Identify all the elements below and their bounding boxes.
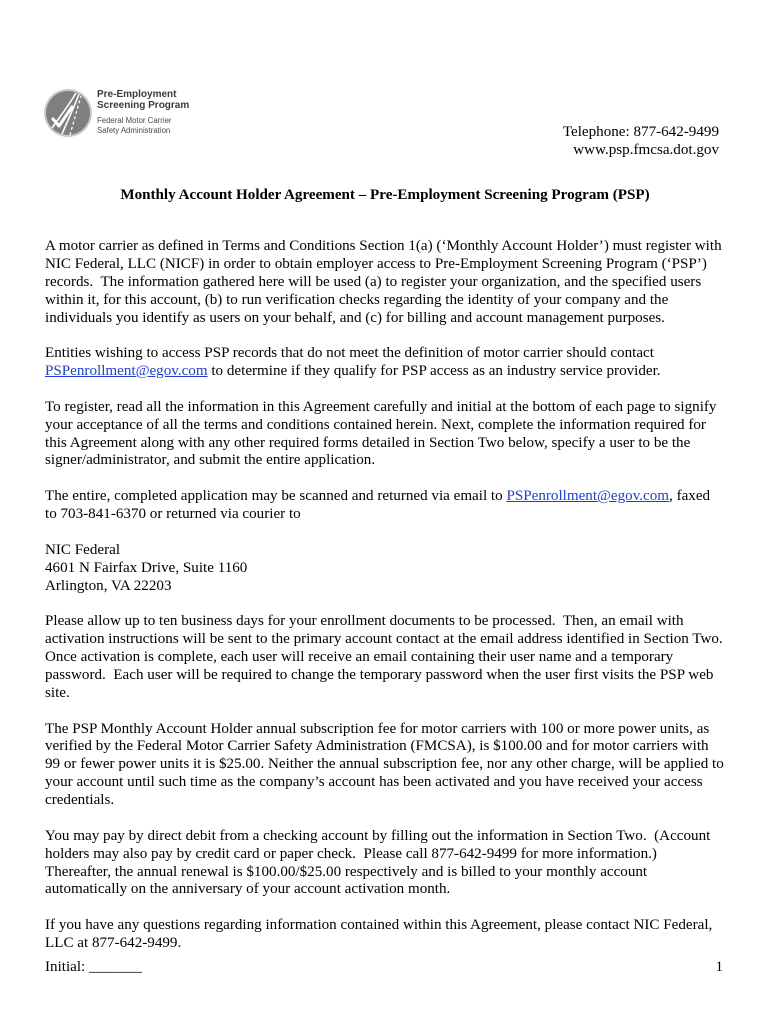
- text-line: credentials.: [45, 792, 115, 809]
- registration-requirement-paragraph: [45, 238, 724, 327]
- text-line: verified by the Federal Motor Carrier Safety Administration (FMCSA), is $100.00 and for motor carriers with: [45, 738, 709, 755]
- agreement-body: [45, 238, 724, 971]
- text-line: A motor carrier as defined in Terms and Conditions Section 1(a) (‘Monthly Account Holder’) must register with: [45, 238, 722, 254]
- text-span: to determine if they qualify for PSP access as an industry service provider.: [207, 363, 661, 380]
- text-span: , faxed: [669, 488, 711, 505]
- mailing-address: [45, 542, 724, 596]
- logo-program-name-line2: Screening Program: [97, 100, 190, 111]
- initial-field: Initial: _______: [45, 959, 142, 975]
- text-line: NIC Federal, LLC (NICF) in order to obtain employer access to Pre-Employment Screening Program (‘PSP’): [45, 255, 707, 272]
- text-line: within it, for this account, (b) to run verification checks regarding the identity of your company and the: [45, 291, 669, 308]
- logo-agency-name-line2: Safety Administration: [97, 126, 171, 135]
- text-line: 99 or fewer power units it is $25.00. Neither the annual subscription fee, nor any other charge, will be applied to: [45, 756, 724, 773]
- text-line: this Agreement along with any other required forms detailed in Section Two below, specify a user to be the: [45, 434, 691, 451]
- questions-paragraph: [45, 917, 724, 953]
- psp-seal-icon: [43, 88, 93, 138]
- address-line: NIC Federal: [45, 541, 121, 558]
- text-line: [45, 363, 724, 381]
- text-line: activation instructions will be sent to the primary account contact at the email address identified in Section Two.: [45, 631, 723, 648]
- submission-paragraph: [45, 488, 724, 524]
- text-line: To register, read all the information in this Agreement carefully and initial at the bottom of each page to signify: [45, 398, 717, 415]
- contact-block: [563, 123, 719, 159]
- processing-time-paragraph: [45, 613, 724, 702]
- text-line: your account until such time as the company’s account has been activated and you have received your access: [45, 774, 703, 791]
- text-line: [45, 488, 724, 506]
- text-line: signer/administrator, and submit the entire application.: [45, 452, 376, 469]
- registration-instructions-paragraph: [45, 399, 724, 471]
- text-line: site.: [45, 684, 70, 701]
- industry-service-provider-paragraph: [45, 345, 724, 381]
- text-span: The entire, completed application may be scanned and returned via email to: [45, 488, 507, 505]
- text-line: Please allow up to ten business days for your enrollment documents to be processed. Then, an email with: [45, 613, 684, 630]
- payment-paragraph: [45, 828, 724, 900]
- enrollment-email-link[interactable]: PSPenrollment@egov.com: [45, 363, 208, 380]
- text-line: You may pay by direct debit from a checking account by filling out the information in Section Two. (Account: [45, 827, 711, 844]
- page-number: 1: [715, 959, 723, 975]
- address-line: 4601 N Fairfax Drive, Suite 1160: [45, 559, 248, 576]
- document-title: Monthly Account Holder Agreement – Pre-Employment Screening Program (PSP): [120, 187, 650, 203]
- text-line: If you have any questions regarding information contained within this Agreement, please contact NIC Federal,: [45, 917, 713, 934]
- enrollment-email-link[interactable]: PSPenrollment@egov.com: [506, 488, 670, 505]
- text-line: password. Each user will be required to change the temporary password when the user first visits the PSP web: [45, 666, 714, 683]
- text-line: individuals you identify as users on your behalf, and (c) for billing and account management purposes.: [45, 309, 665, 326]
- text-line: your acceptance of all the terms and conditions contained herein. Next, complete the information required for: [45, 416, 706, 433]
- text-line: automatically on the anniversary of your account activation month.: [45, 881, 451, 898]
- text-line: LLC at 877-642-9499.: [45, 935, 182, 951]
- text-line: Thereafter, the annual renewal is $100.00/$25.00 respectively and is billed to your monthly account: [45, 863, 648, 880]
- text-line: The PSP Monthly Account Holder annual subscription fee for motor carriers with 100 or more power units, as: [45, 720, 710, 737]
- text-line: to 703-841-6370 or returned via courier to: [45, 506, 301, 523]
- telephone: Telephone: 877-642-9499: [562, 124, 719, 140]
- address-line: Arlington, VA 22203: [45, 577, 172, 594]
- logo-agency-name-line1: Federal Motor Carrier: [97, 116, 172, 125]
- website: www.psp.fmcsa.dot.gov: [573, 142, 719, 158]
- text-line: records. The information gathered here will be used (a) to register your organization, and the specified users: [45, 273, 702, 290]
- text-line: holders may also pay by credit card or paper check. Please call 877-642-9499 for more information.): [45, 845, 657, 862]
- subscription-fee-paragraph: [45, 721, 724, 810]
- logo-program-name-line1: Pre-Employment: [97, 89, 177, 100]
- text-line: Entities wishing to access PSP records that do not meet the definition of motor carrier should contact: [45, 345, 654, 362]
- text-line: Once activation is complete, each user will receive an email containing their user name and a temporary: [45, 649, 674, 666]
